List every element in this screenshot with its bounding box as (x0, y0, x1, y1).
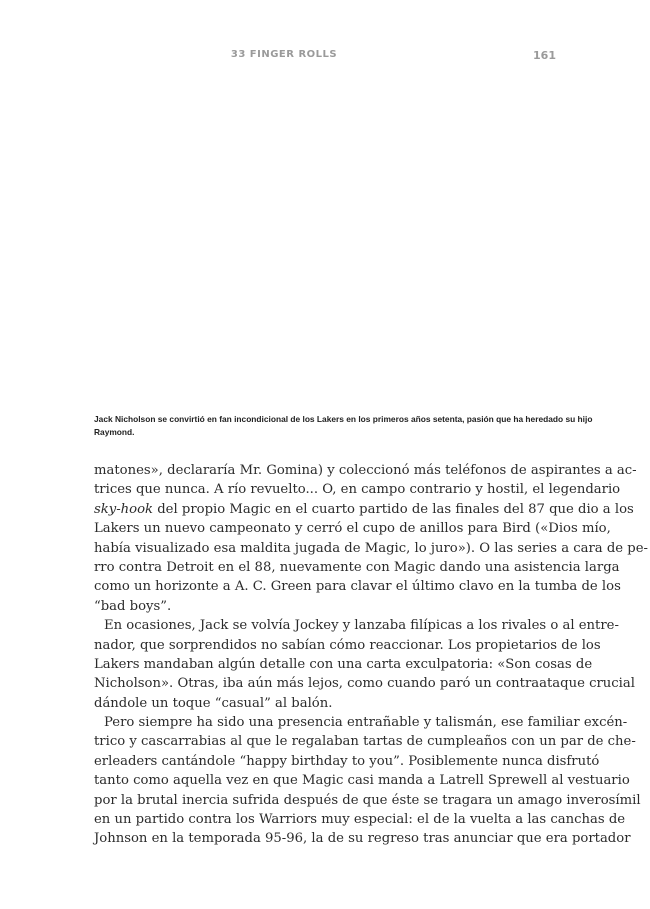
text-line: había visualizado esa maldita jugada de Magic, lo juro»). O las series a cara de pe- (94, 540, 648, 556)
text-line: En ocasiones, Jack se volvía Jockey y lanzaba filípicas a los rivales o al entre- (104, 618, 619, 634)
italic-term: sky-hook (94, 501, 154, 517)
text-line (94, 500, 634, 519)
text-line: trices que nunca. A río revuelto... O, en campo contrario y hostil, el legendario (94, 482, 621, 498)
text-line: Lakers un nuevo campeonato y cerró el cupo de anillos para Bird («Dios mío, (94, 521, 611, 537)
text-span: del propio Magic en el cuarto partido de las finales del 87 que dio a los (153, 501, 634, 517)
photo-placeholder (94, 75, 556, 405)
text-line: dándole un toque “casual” al balón. (94, 695, 333, 711)
text-line: erleaders cantándole “happy birthday to you”. Posiblemente nunca disfrutó (94, 753, 600, 769)
text-line: rro contra Detroit en el 88, nuevamente con Magic dando una asistencia larga (94, 559, 620, 575)
caption-line: Jack Nicholson se convirtió en fan incondicional de los Lakers en los primeros años setenta, pasión que ha heredado su hijo (94, 414, 593, 424)
caption-line: Raymond. (94, 427, 135, 437)
text-line: Johnson en la temporada 95-96, la de su regreso tras anunciar que era portador (94, 831, 631, 847)
text-line: tanto como aquella vez en que Magic casi manda a Latrell Sprewell al vestuario (94, 773, 630, 789)
text-line: nador, que sorprendidos no sabían cómo reaccionar. Los propietarios de los (94, 637, 601, 653)
text-line: trico y cascarrabias al que le regalaban tartas de cumpleaños con un par de che- (94, 734, 636, 750)
running-head (94, 49, 558, 63)
text-line: Pero siempre ha sido una presencia entrañable y talismán, ese familiar excén- (104, 715, 628, 731)
text-line: en un partido contra los Warriors muy especial: el de la vuelta a las canchas de (94, 812, 626, 828)
photo-caption (94, 413, 593, 439)
text-line: por la brutal inercia sufrida después de que éste se tragara un amago inverosímil (94, 792, 641, 808)
text-line: Nicholson». Otras, iba aún más lejos, como cuando paró un contraataque crucial (94, 676, 635, 692)
text-line: como un horizonte a A. C. Green para clavar el último clavo en la tumba de los (94, 579, 621, 595)
text-line: “bad boys”. (94, 598, 172, 614)
running-title: 33 FINGER ROLLS (230, 49, 338, 60)
text-line: matones», declararía Mr. Gomina) y coleccionó más teléfonos de aspirantes a ac- (94, 463, 637, 478)
body-text (94, 461, 648, 849)
text-line: Lakers mandaban algún detalle con una carta exculpatoria: «Son cosas de (94, 656, 593, 672)
page-number: 161 (533, 49, 556, 62)
